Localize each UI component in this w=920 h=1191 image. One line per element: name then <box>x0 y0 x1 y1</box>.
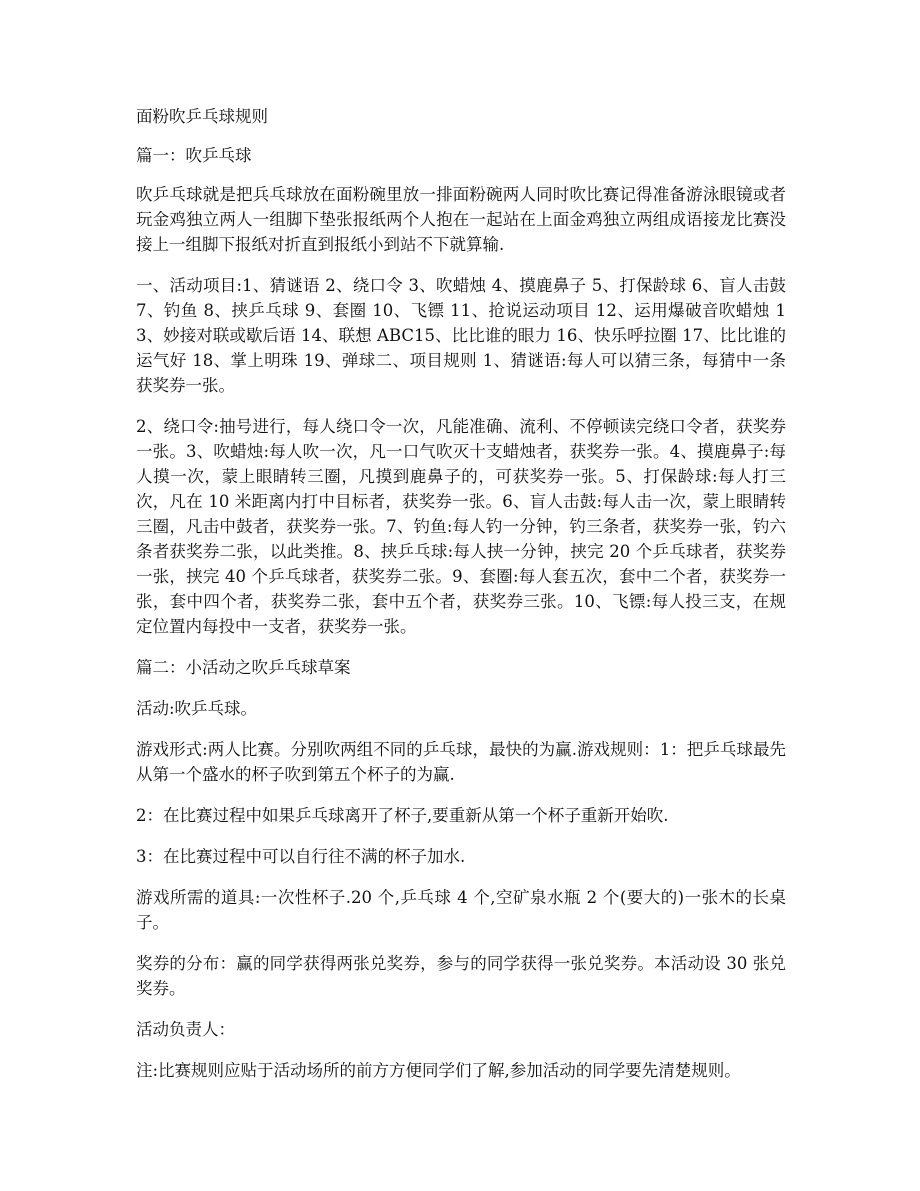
owner-line: 活动负责人： <box>136 1020 235 1039</box>
section2-heading: 篇二：小活动之吹乒乓球草案 <box>136 658 351 677</box>
activity-items-paragraph: 一、活动项目:1、猜谜语 2、绕口令 3、吹蜡烛 4、摸鹿鼻子 5、打保龄球 6、盲人击鼓 7、钓鱼 8、挟乒乓球 9、套圈 10、飞镖 11、抢说运动项目 12、运用爆破音吹蜡烛 13、妙接对联或歇后语 14、联想 ABC15、比比谁的眼力 16、快乐呼拉圈 17、比比谁的运气好 18、掌上明珠 19、弹球二、项目规则 1、猜谜语:每人可以猜三条，每猜中一条获奖券一张。 <box>136 276 786 395</box>
prizes-paragraph: 奖券的分布：赢的同学获得两张兑奖券，参与的同学获得一张兑奖券。本活动设 30 张兑奖券。 <box>136 954 786 998</box>
rule-3: 3：在比赛过程中可以自行往不满的杯子加水. <box>136 847 466 866</box>
document-page <box>136 104 786 1099</box>
section1-body: 吹乒乓球就是把兵乓球放在面粉碗里放一排面粉碗两人同时吹比赛记得准备游泳眼镜或者玩金鸡独立两人一组脚下垫张报纸两个人抱在一起站在上面金鸡独立两组成语接龙比赛没接上一组脚下报纸对折直到报纸小到站不下就算输. <box>136 185 786 254</box>
rule-2: 2：在比赛过程中如果乒乓球离开了杯子,要重新从第一个杯子重新开始吹. <box>136 806 669 825</box>
game-form-paragraph: 游戏形式:两人比赛。分别吹两组不同的乒乓球，最快的为赢.游戏规则：1：把乒乓球最先从第一个盛水的杯子吹到第五个杯子的为赢. <box>136 740 786 784</box>
section1-heading: 篇一：吹乒乓球 <box>136 146 252 165</box>
note-paragraph: 注:比赛规则应贴于活动场所的前方方便同学们了解,参加活动的同学要先清楚规则。 <box>136 1061 741 1080</box>
props-paragraph: 游戏所需的道具:一次性杯子.20 个,乒乓球 4 个,空矿泉水瓶 2 个(要大的)一张木的长桌子。 <box>136 888 786 932</box>
activity-rules-paragraph: 2、绕口令:抽号进行，每人绕口令一次，凡能准确、流利、不停顿读完绕口令者，获奖券一张。3、吹蜡烛:每人吹一次，凡一口气吹灭十支蜡烛者，获奖券一张。4、摸鹿鼻子:每人摸一次，蒙上眼睛转三圈，凡摸到鹿鼻子的，可获奖券一张。5、打保龄球:每人打三次，凡在 10 米距离内打中目标者，获奖券一张。6、盲人击鼓:每人击一次，蒙上眼睛转三圈，凡击中鼓者，获奖券一张。7、钓鱼:每人钓一分钟，钓三条者，获奖券一张，钓六条者获奖券二张，以此类推。8、挟乒乓球:每人挟一分钟，挟完 20 个乒乓球者，获奖券一张，挟完 40 个乒乓球者，获奖券二张。9、套圈:每人套五次，套中二个者，获奖券一张，套中四个者，获奖券二张，套中五个者，获奖券三张。10、飞镖:每人投三支，在规定位置内每投中一支者，获奖券一张。 <box>136 417 786 636</box>
document-title: 面粉吹乒乓球规则 <box>136 107 268 126</box>
activity-line: 活动:吹乒乓球。 <box>136 699 258 718</box>
